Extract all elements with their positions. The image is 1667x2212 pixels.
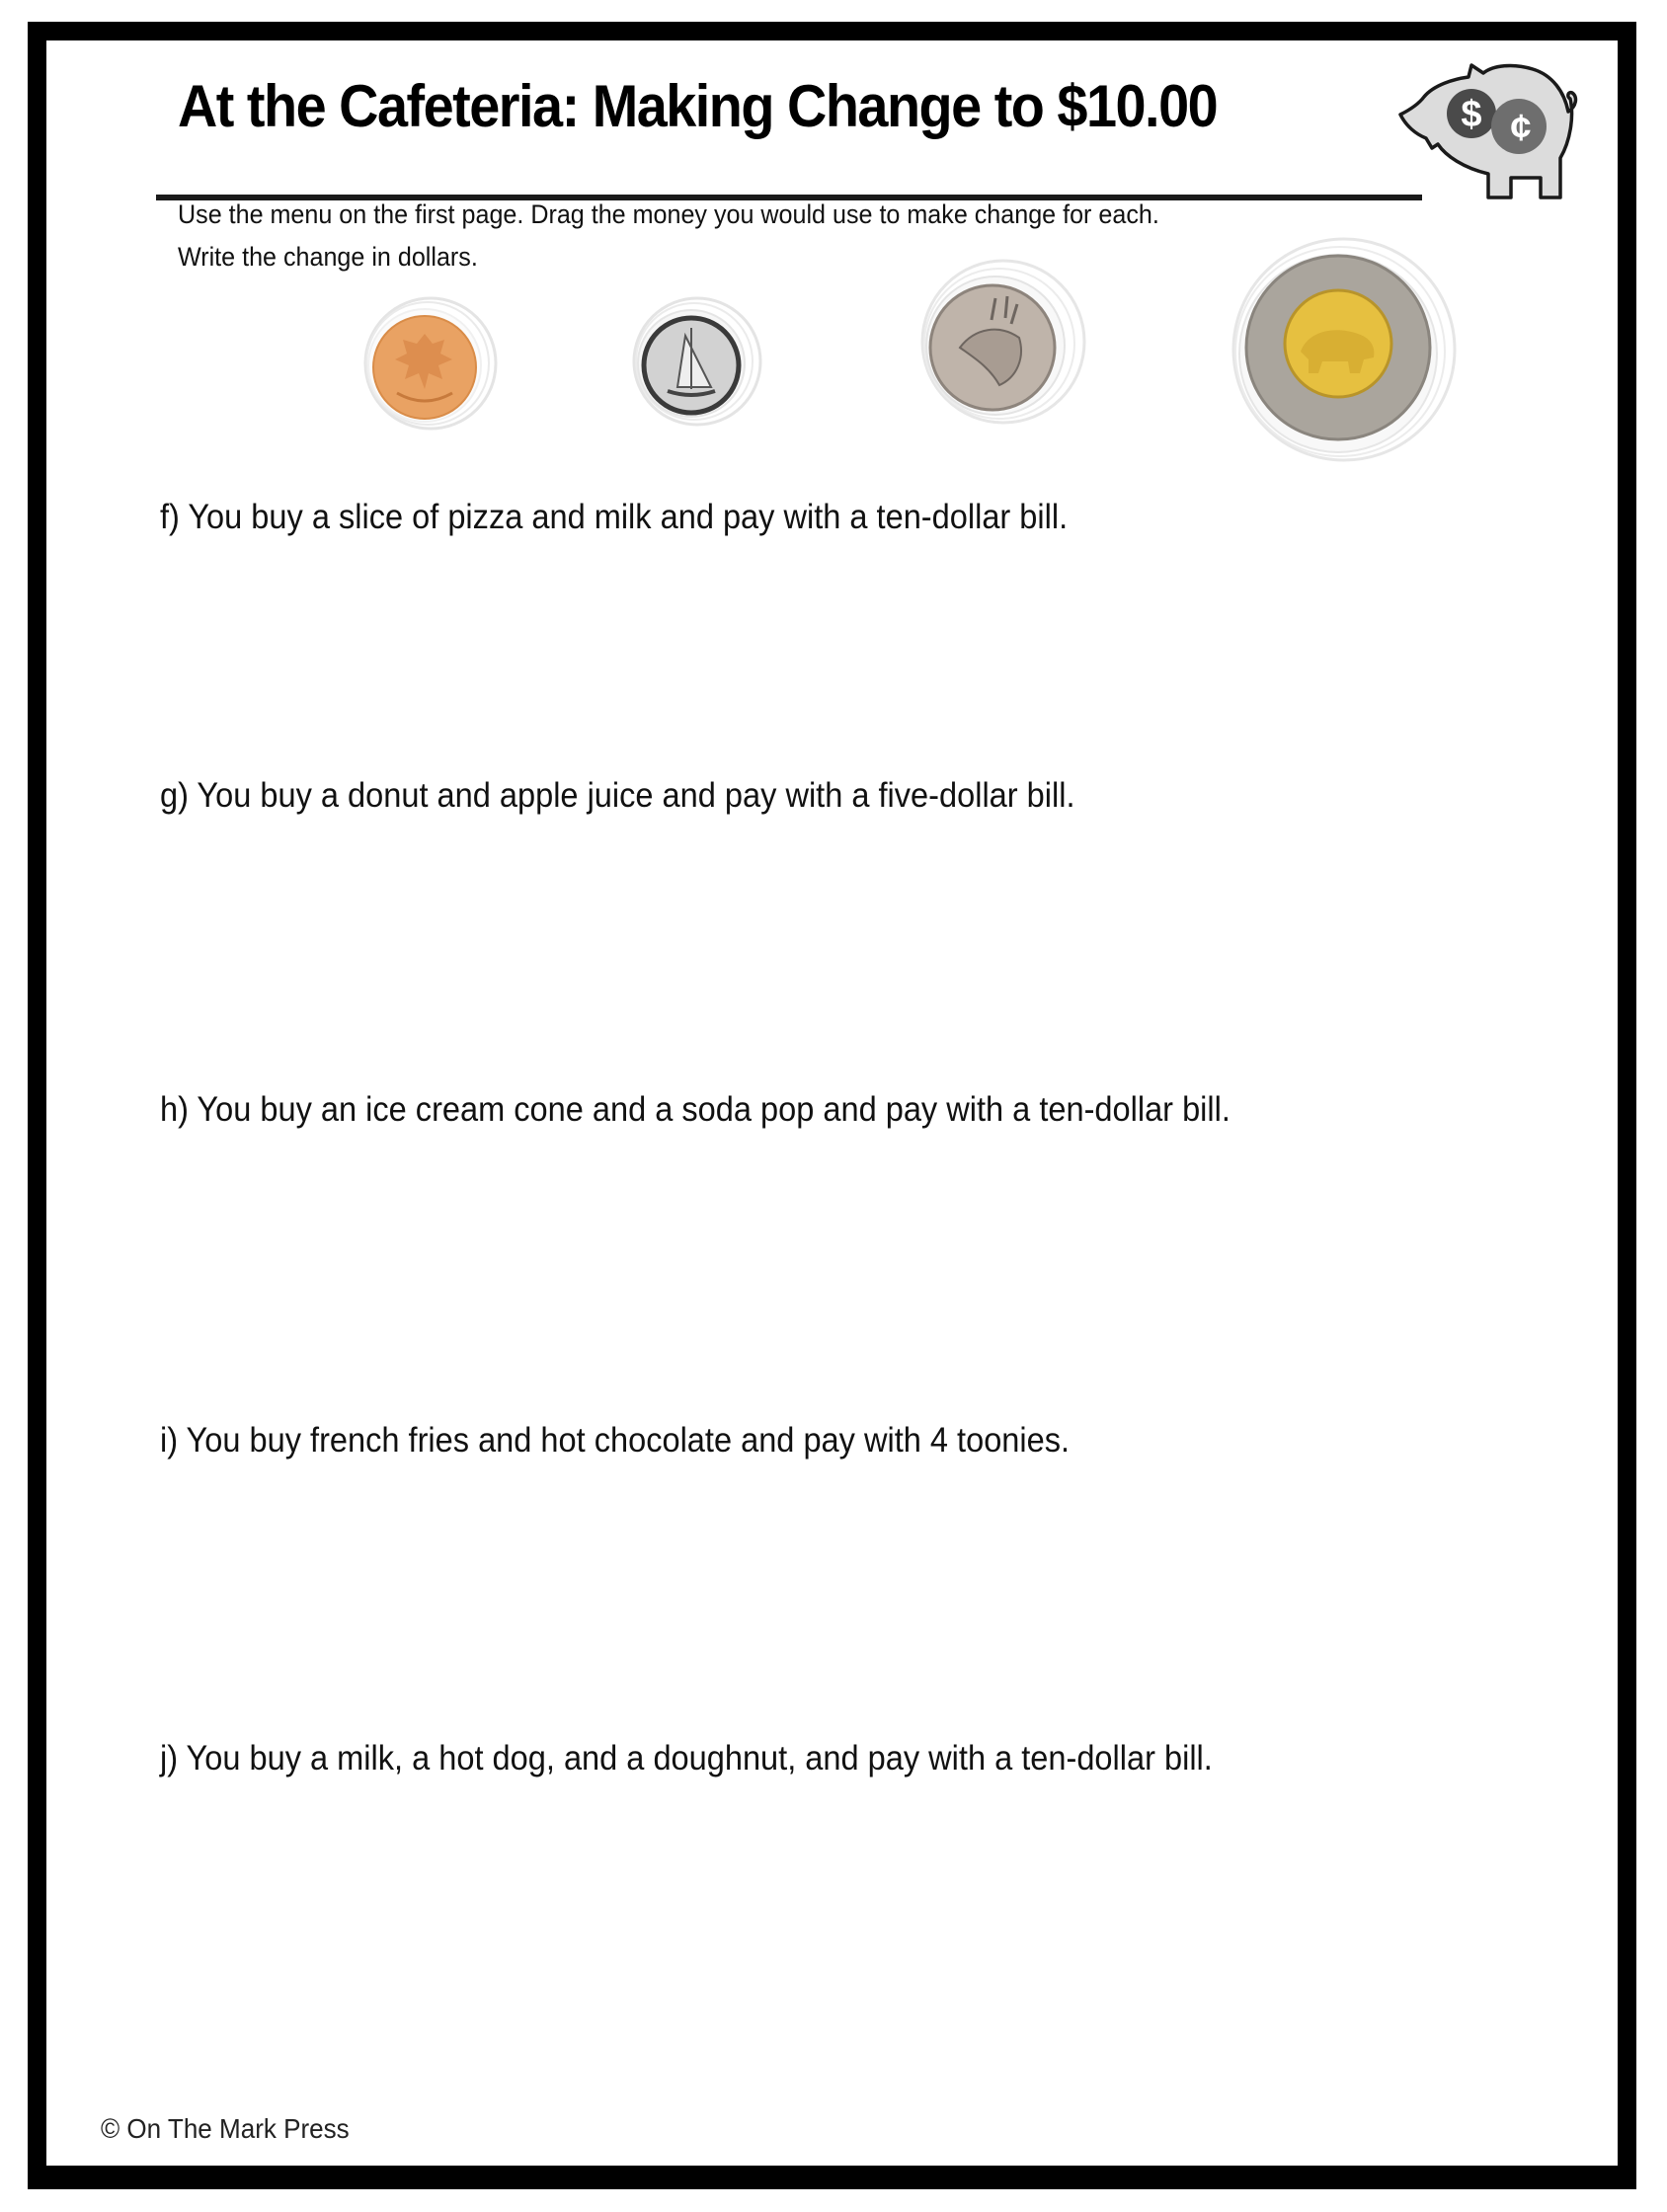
question-g: g) You buy a donut and apple juice and pay with a five-dollar bill.: [160, 776, 1075, 815]
instructions-line-1: Use the menu on the first page. Drag the money you would use to make change for each.: [178, 199, 1159, 229]
page-title: At the Cafeteria: Making Change to $10.00: [178, 73, 1218, 139]
question-i: i) You buy french fries and hot chocolate and pay with 4 toonies.: [160, 1421, 1071, 1460]
question-h: h) You buy an ice cream cone and a soda pop and pay with a ten-dollar bill.: [160, 1090, 1230, 1129]
quarter-coin-icon[interactable]: [901, 259, 1094, 434]
question-j: j) You buy a milk, a hot dog, and a doughnut, and pay with a ten-dollar bill.: [160, 1739, 1213, 1778]
instructions-line-2: Write the change in dollars.: [178, 242, 478, 272]
copyright-footer: © On The Mark Press: [101, 2113, 350, 2144]
penny-coin-icon[interactable]: [356, 294, 500, 433]
question-f: f) You buy a slice of pizza and milk and pay with a ten-dollar bill.: [160, 498, 1069, 536]
toonie-coin-icon[interactable]: [1220, 235, 1457, 472]
dime-coin-icon[interactable]: [620, 292, 766, 431]
dollar-symbol: $: [1461, 94, 1482, 135]
piggy-bank-dollar-cent-icon: [1394, 57, 1582, 205]
cent-symbol: ¢: [1510, 108, 1532, 149]
